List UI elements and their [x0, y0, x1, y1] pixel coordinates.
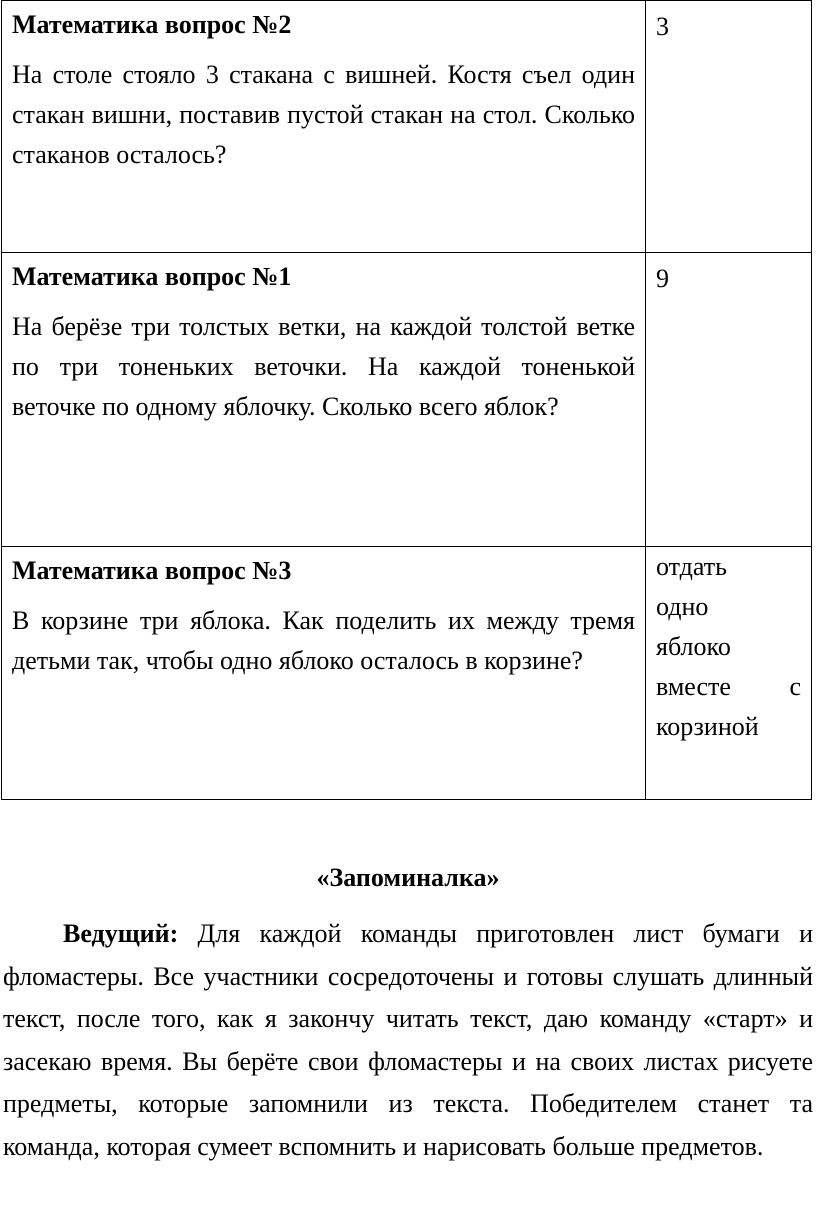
question-title: Математика вопрос №3 — [12, 556, 292, 585]
question-cell — [2, 253, 646, 547]
answer-text: 9 — [656, 264, 669, 293]
question-row — [2, 253, 812, 547]
questions-table — [1, 0, 812, 800]
question-cell — [2, 1, 646, 253]
question-text: В корзине три яблока. Как поделить их между тремя детьми так, чтобы одно яблоко осталось в корзине? — [12, 606, 635, 675]
answer-line: отдать — [656, 552, 727, 581]
answer-cell — [646, 547, 812, 800]
answer-cell — [646, 1, 812, 253]
paragraph-lead: Ведущий: — [63, 919, 179, 948]
question-title: Математика вопрос №1 — [12, 262, 292, 291]
paragraph-body: Для каждой команды приготовлен лист бумаги и фломастеры. Все участники сосредоточены и готовы слушать длинный текст, после того, как я закончу читать текст, даю команду «старт» и засекаю время. Вы берёте свои фломастеры и на своих листах рисуете предметы, которые запомнили из текста. Победителем станет та команда, которая сумеет вспомнить и нарисовать больше предметов. — [3, 919, 813, 1161]
question-cell — [2, 547, 646, 800]
section-paragraph — [3, 913, 813, 1168]
answer-line: одно — [656, 592, 709, 621]
answer-line: яблоко — [656, 632, 731, 661]
answer-cell — [646, 253, 812, 547]
answer-line: корзиной — [656, 712, 759, 741]
question-row — [2, 1, 812, 253]
question-row — [2, 547, 812, 800]
section-title: «Запоминалка» — [316, 863, 500, 892]
question-text: На столе стояло 3 стакана с вишней. Костя съел один стакан вишни, поставив пустой стакан на стол. Сколько стаканов осталось? — [12, 60, 635, 169]
answer-text: 3 — [656, 12, 669, 41]
answer-line: вместе с — [656, 672, 801, 701]
question-text: На берёзе три толстых ветки, на каждой толстой ветке по три тоненьких веточки. На каждой тоненькой веточке по одному яблочку. Сколько всего яблок? — [12, 312, 635, 421]
question-title: Математика вопрос №2 — [12, 10, 292, 39]
